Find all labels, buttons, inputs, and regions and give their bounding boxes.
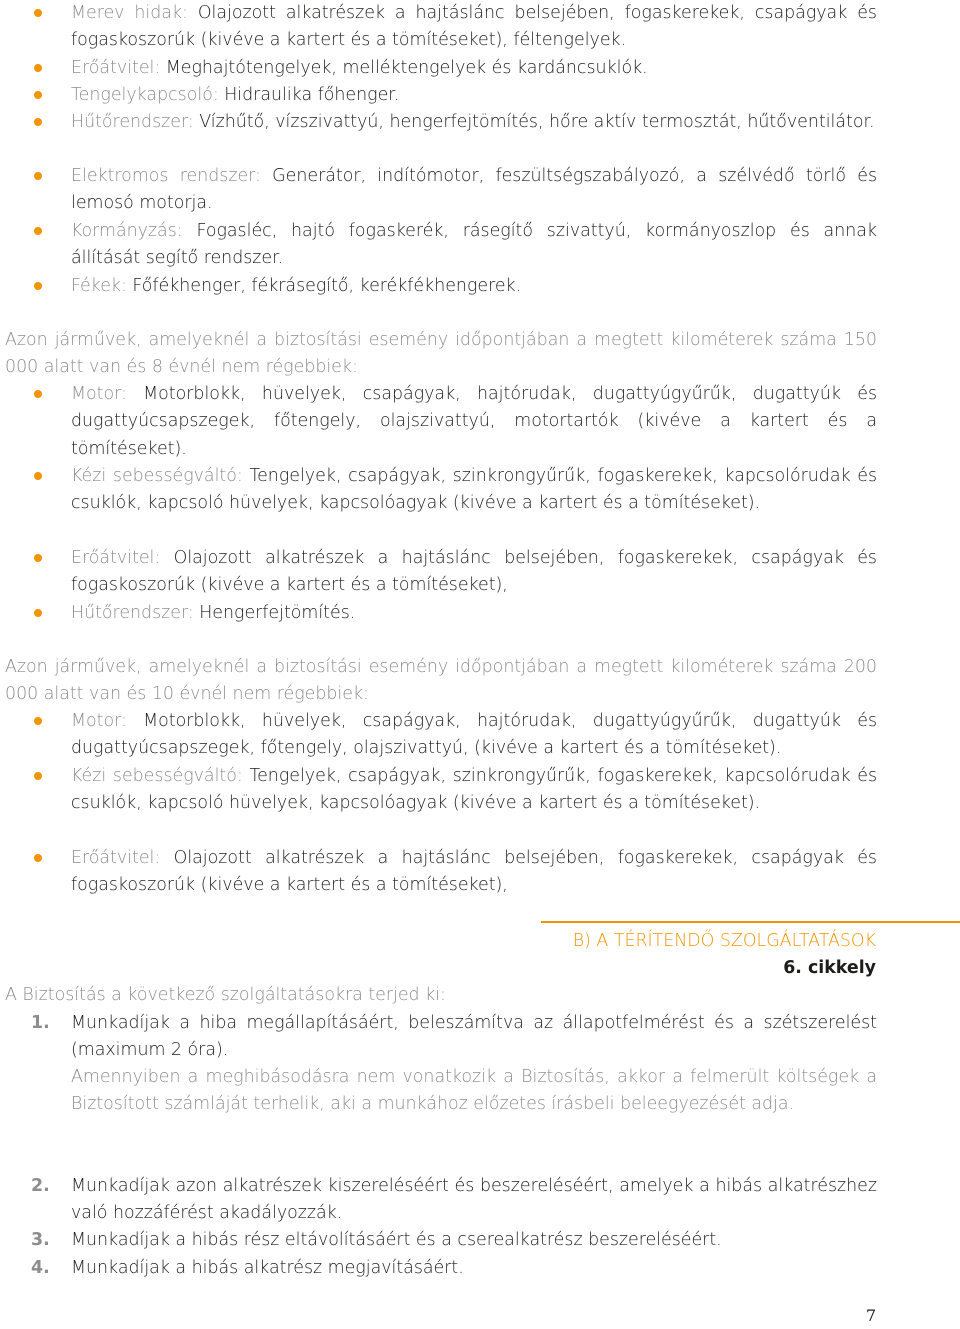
page-number: 7 (865, 1306, 876, 1325)
item-text: Olajozott alkatrészek a hajtáslánc belsejében, fogaskerekek, csapágyak és fogaskoszorúk (kivéve a kartert és a tömítéseket), (71, 848, 877, 896)
item-label: Kézi sebességváltó: (71, 766, 243, 786)
article-number: 6. cikkely (783, 958, 876, 978)
item-text: Munkadíjak azon alkatrészek kiszereléséért és beszereléséért, amelyek a hibás alkatrészhez való hozzáférést akadályozzák. (71, 1176, 877, 1224)
bullet-dot-icon (34, 717, 42, 725)
item-label: Hűtőrendszer: (71, 603, 194, 623)
bullet-dot-icon (34, 609, 42, 617)
item-label: Motor: (71, 384, 127, 404)
item-text: Fogasléc, hajtó fogaskerék, rásegítő szivattyú, kormányoszlop és annak állítását segítő rendszer. (71, 221, 877, 269)
bullet-dot-icon (34, 172, 42, 180)
section-title: B) A TÉRÍTENDŐ SZOLGÁLTATÁSOK (572, 931, 876, 951)
item-label: Kézi sebességváltó: (71, 466, 243, 486)
bullet-dot-icon (34, 854, 42, 862)
section-intro: Azon járművek, amelyeknél a biztosítási esemény időpontjában a megtett kilométerek száma 200 000 alatt van és 10 évnél nem régebbiek: (5, 657, 877, 705)
item-text: Motorblokk, hüvelyek, csapágyak, hajtórudak, dugattyúgyűrűk, dugattyúk és dugattyúcsapszegek, főtengely, olajszivattyú, motortartók (kivéve a kartert és a tömítéseket). (71, 384, 878, 459)
item-label: Motor: (71, 711, 127, 731)
section-intro: Azon járművek, amelyeknél a biztosítási esemény időpontjában a megtett kilométerek száma 150 000 alatt van és 8 évnél nem régebbiek: (5, 330, 877, 378)
item-label: Elektromos rendszer: (71, 166, 261, 186)
item-label: Erőátvitel: (71, 548, 161, 568)
item-label: Hűtőrendszer: (71, 112, 194, 132)
item-text: Hengerfejtömítés. (199, 603, 356, 623)
item-text: Munkadíjak a hibás rész eltávolításáért és a cserealkatrész beszereléséért. (71, 1230, 722, 1250)
item-text: Motorblokk, hüvelyek, csapágyak, hajtórudak, dugattyúgyűrűk, dugattyúk és dugattyúcsapszegek, főtengely, olajszivattyú, (kivéve a kartert és a tömítéseket). (71, 711, 878, 759)
item-text: Főfékhenger, fékrásegítő, kerékfékhengerek. (132, 276, 522, 296)
item-text: Tengelyek, csapágyak, szinkrongyűrűk, fogaskerekek, kapcsolórudak és csuklók, kapcsoló hüvelyek, kapcsolóagyak (kivéve a kartert és a tömítéseket). (71, 466, 878, 514)
item-text: Olajozott alkatrészek a hajtáslánc belsejében, fogaskerekek, csapágyak és fogaskoszorúk (kivéve a kartert és a tömítéseket), (71, 548, 877, 596)
item-label: Tengelykapcsoló: (71, 85, 219, 105)
item-text: Munkadíjak a hibás alkatrész megjavításáért. (71, 1258, 464, 1278)
bullet-dot-icon (34, 282, 42, 290)
item-label: Kormányzás: (71, 221, 183, 241)
bullet-dot-icon (34, 390, 42, 398)
item-number: 4. (31, 1258, 50, 1278)
bullet-dot-icon (34, 91, 42, 99)
item-label: Merev hidak: (71, 3, 188, 23)
item-label: Erőátvitel: (71, 58, 161, 78)
item-text: Munkadíjak a hiba megállapításáért, beleszámítva az állapotfelmérést és a szétszerelést (maximum 2 óra). (71, 1013, 877, 1061)
section-divider (541, 921, 960, 923)
item-text: Generátor, indítómotor, feszültségszabályozó, a szélvédő törlő és lemosó motorja. (71, 166, 878, 214)
item-number: 3. (31, 1230, 50, 1250)
bullet-dot-icon (34, 118, 42, 126)
item-number: 2. (31, 1176, 50, 1196)
item-label: Fékek: (71, 276, 127, 296)
bullet-dot-icon (34, 9, 42, 17)
bullet-dot-icon (34, 227, 42, 235)
item-text: Vízhűtő, vízszivattyú, hengerfejtömítés, hőre aktív termosztát, hűtőventilátor. (199, 112, 875, 132)
item-number: 1. (31, 1013, 50, 1033)
item-text: Tengelyek, csapágyak, szinkrongyűrűk, fogaskerekek, kapcsolórudak és csuklók, kapcsoló hüvelyek, kapcsolóagyak (kivéve a kartert és a tömítéseket). (71, 766, 878, 814)
bullet-dot-icon (34, 772, 42, 780)
bullet-dot-icon (34, 554, 42, 562)
item-text: Hidraulika főhenger. (224, 85, 400, 105)
item-note: Amennyiben a meghibásodásra nem vonatkozik a Biztosítás, akkor a felmerült költségek a Biztosított számláját terhelik, aki a munkához előzetes írásbeli beleegyezését adja. (71, 1067, 877, 1115)
item-text: Olajozott alkatrészek a hajtáslánc belsejében, fogaskerekek, csapágyak és fogaskoszorúk (kivéve a kartert és a tömítéseket), féltengelyek. (71, 3, 877, 51)
services-intro: A Biztosítás a következő szolgáltatásokra terjed ki: (5, 985, 446, 1005)
bullet-dot-icon (34, 64, 42, 72)
bullet-dot-icon (34, 472, 42, 480)
item-text: Meghajtótengelyek, melléktengelyek és kardáncsuklók. (165, 58, 648, 78)
item-label: Erőátvitel: (71, 848, 161, 868)
